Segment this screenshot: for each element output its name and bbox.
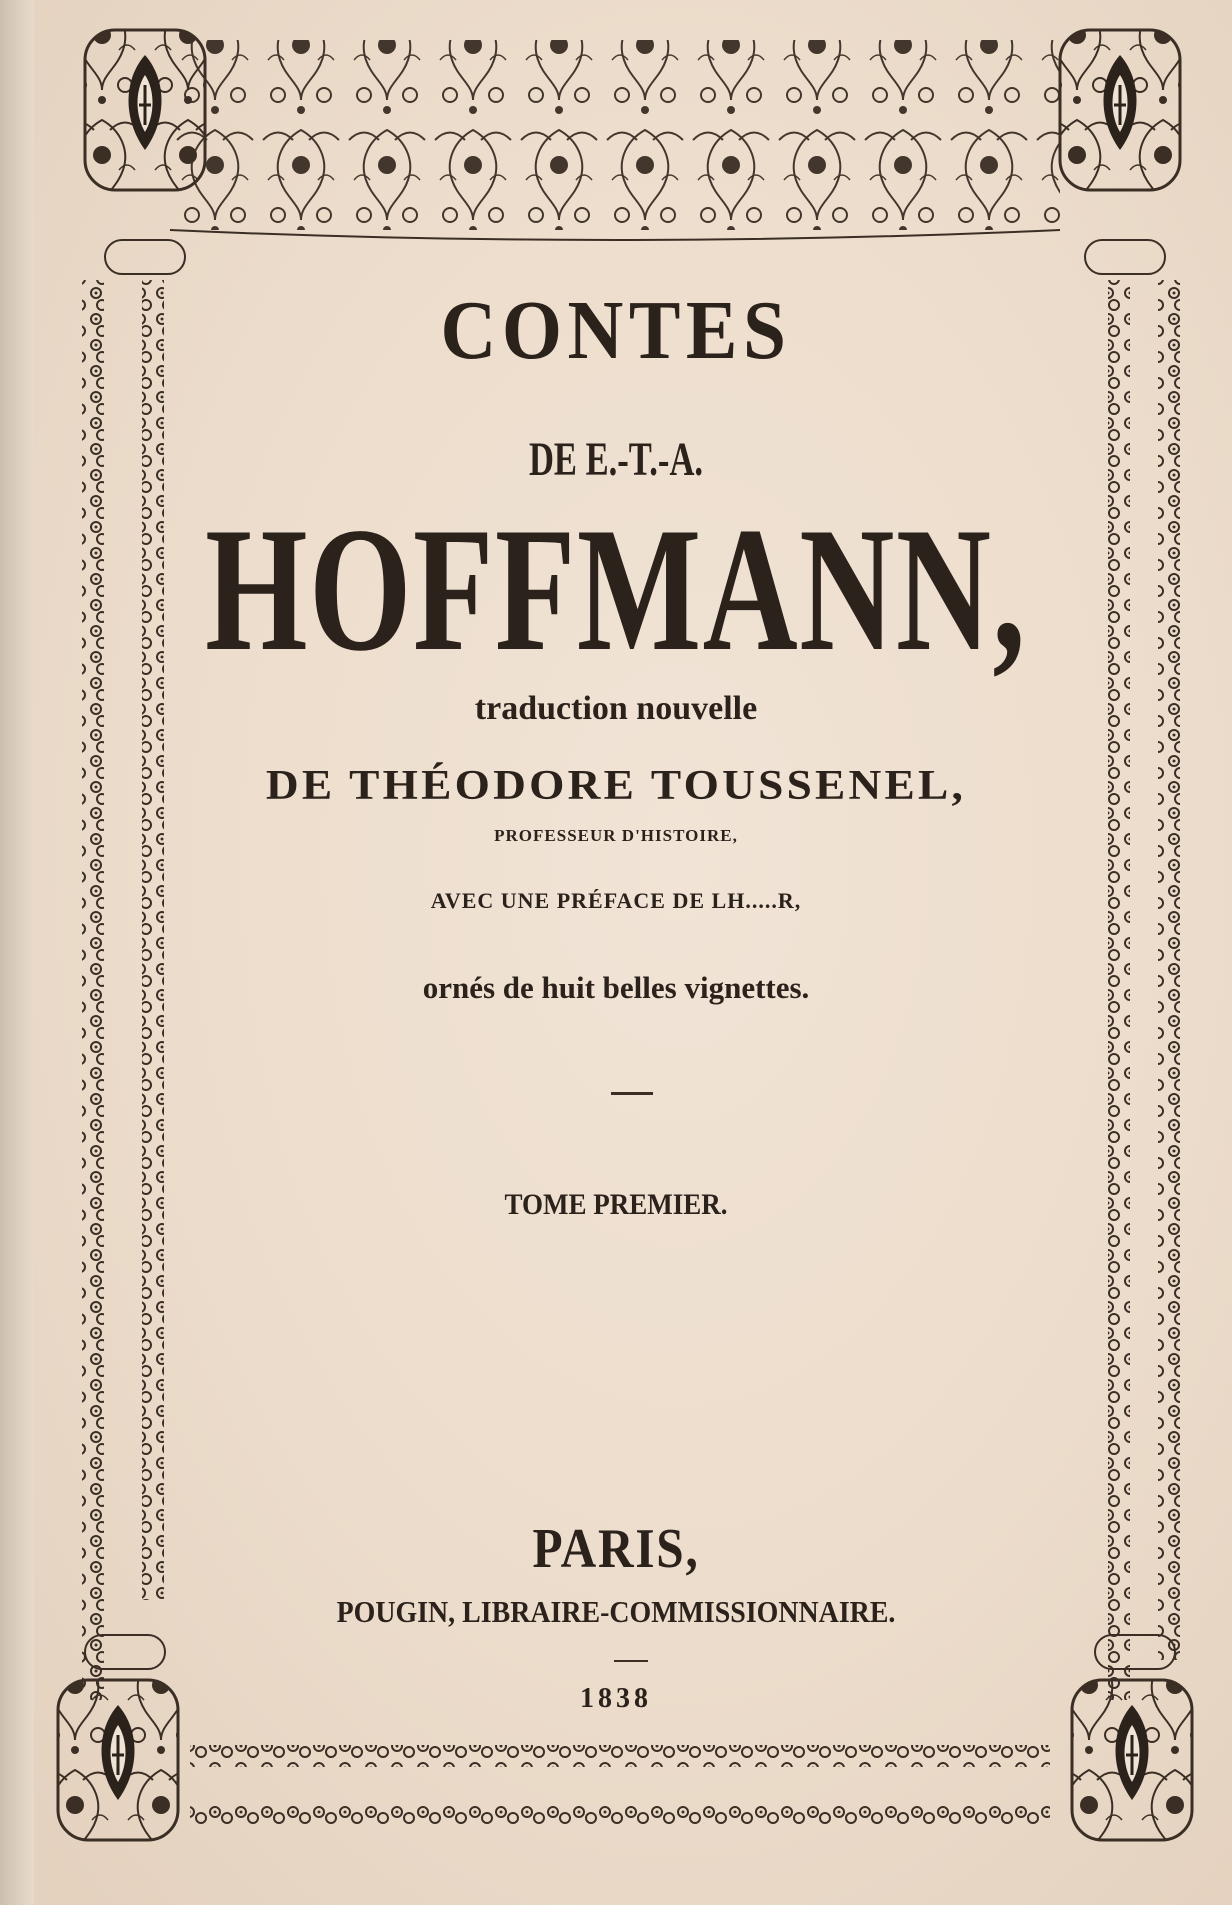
work-title: CONTES — [440, 284, 792, 377]
divider-rule — [614, 1660, 648, 1662]
publisher-name: POUGIN, LIBRAIRE-COMMISSIONNAIRE. — [336, 1594, 896, 1629]
author-prefix: DE E.-T.-A. — [528, 433, 704, 486]
imprint-city: PARIS, — [532, 1518, 700, 1580]
volume-label: TOME PREMIER. — [504, 1188, 728, 1221]
translation-label: traduction nouvelle — [474, 690, 758, 727]
vignettes-note: ornés de huit belles vignettes. — [422, 970, 810, 1005]
author-name: HOFFMANN, — [205, 490, 1027, 688]
corner-ornament-icon — [1060, 30, 1180, 190]
translator-name: DE THÉODORE TOUSSENEL, — [265, 763, 967, 809]
translator-title: PROFESSEUR D'HISTOIRE, — [494, 826, 738, 845]
publication-year: 1838 — [580, 1683, 652, 1714]
divider-rule — [611, 1092, 653, 1095]
corner-ornament-icon — [85, 30, 205, 190]
preface-note: AVEC UNE PRÉFACE DE LH.....R, — [430, 888, 802, 913]
